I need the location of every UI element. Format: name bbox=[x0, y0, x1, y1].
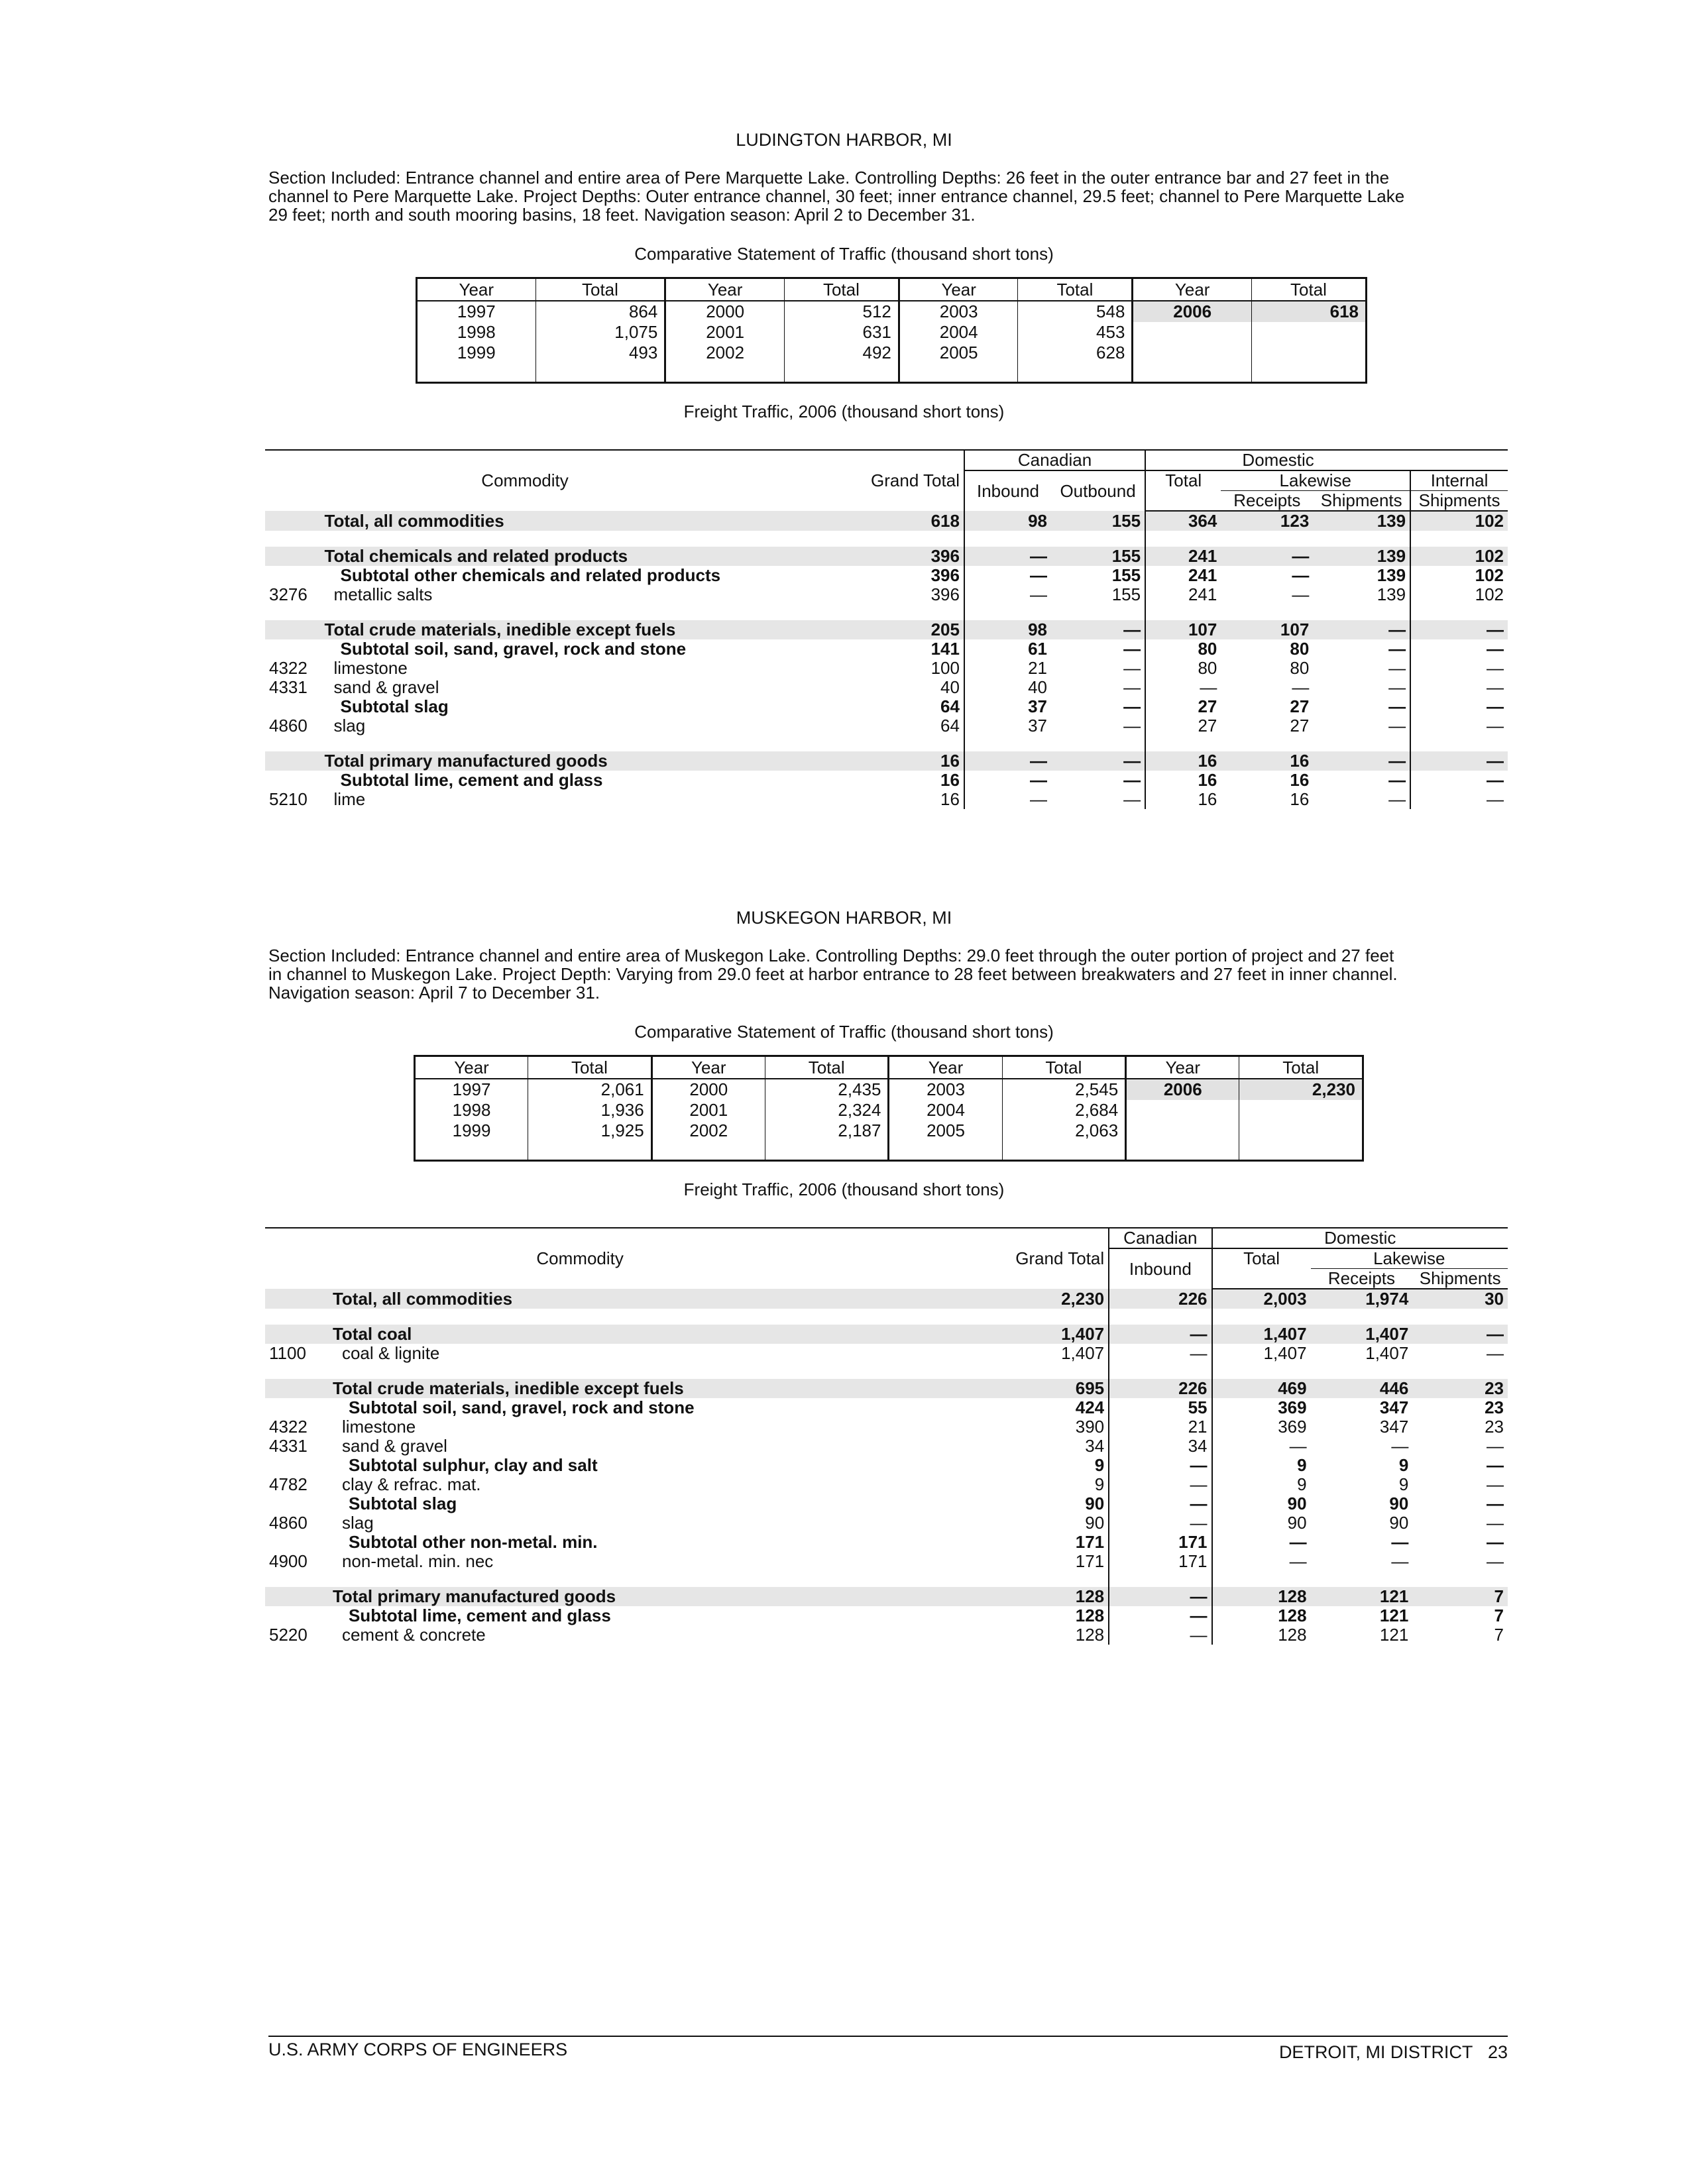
commodity-code: 4860 bbox=[269, 1513, 308, 1533]
value-cell: 424 bbox=[1075, 1397, 1105, 1417]
value-cell: 396 bbox=[930, 584, 960, 604]
table-row bbox=[265, 1417, 1508, 1437]
table-row bbox=[265, 678, 1508, 697]
value-cell: — bbox=[1410, 751, 1508, 771]
commodity-label: Subtotal slag bbox=[348, 1494, 457, 1513]
value-cell: 37 bbox=[964, 697, 1051, 716]
value-cell: 226 bbox=[1109, 1289, 1211, 1309]
value-cell: — bbox=[1051, 620, 1145, 639]
value-cell: 64 bbox=[940, 696, 960, 716]
commodity-label: Subtotal lime, cement and glass bbox=[340, 770, 603, 790]
value-cell: 1,407 bbox=[1212, 1325, 1311, 1344]
table-row bbox=[265, 1325, 1508, 1344]
value-cell: — bbox=[1388, 770, 1406, 790]
value-cell: 128 bbox=[1212, 1587, 1311, 1606]
value-cell: — bbox=[964, 790, 1051, 809]
value-cell: — bbox=[1487, 1532, 1504, 1552]
value-cell: 80 bbox=[1290, 658, 1310, 678]
value-cell: 155 bbox=[1051, 511, 1145, 531]
value-cell: 16 bbox=[1221, 751, 1313, 771]
value-cell: — bbox=[1212, 1437, 1311, 1456]
value-cell: — bbox=[1109, 1344, 1211, 1363]
commodity-label: sand & gravel bbox=[341, 1436, 447, 1456]
value-cell: 128 bbox=[1212, 1625, 1311, 1645]
commodity-code bbox=[265, 1325, 329, 1344]
value-cell: 347 bbox=[1379, 1417, 1409, 1437]
value-cell: 9 bbox=[1212, 1456, 1311, 1475]
value-cell: — bbox=[1123, 770, 1141, 790]
value-cell: 1,407 bbox=[1311, 1325, 1413, 1344]
spacer-row bbox=[265, 604, 1508, 620]
commodity-code bbox=[265, 1456, 329, 1475]
value-cell: 107 bbox=[1221, 620, 1313, 639]
commodity-label: Subtotal slag bbox=[340, 696, 449, 716]
table-row bbox=[265, 1379, 1508, 1398]
table-row bbox=[265, 751, 1508, 771]
value-cell: — bbox=[1487, 1494, 1504, 1513]
commodity-label: Total chemicals and related products bbox=[321, 547, 785, 566]
value-cell: 121 bbox=[1311, 1587, 1413, 1606]
value-cell: 369 bbox=[1212, 1417, 1311, 1437]
table-row bbox=[265, 1606, 1508, 1625]
value-cell: 34 bbox=[1109, 1437, 1211, 1456]
value-cell: — bbox=[1212, 1533, 1311, 1552]
value-cell: — bbox=[1410, 716, 1508, 736]
value-cell: 1,974 bbox=[1311, 1289, 1413, 1309]
table-row: 1999 1,925 2002 2,187 2005 2,063 bbox=[415, 1120, 1363, 1160]
table-row bbox=[265, 639, 1508, 659]
value-cell: 390 bbox=[1075, 1417, 1105, 1437]
value-cell: 1,407 bbox=[1365, 1343, 1409, 1363]
value-cell: 1,407 bbox=[1061, 1343, 1105, 1363]
commodity-code bbox=[265, 1606, 329, 1625]
commodity-label: limestone bbox=[341, 1417, 416, 1437]
table-row bbox=[265, 547, 1508, 566]
value-cell: 27 bbox=[1290, 716, 1310, 736]
commodity-label: coal & lignite bbox=[341, 1343, 440, 1363]
table-row bbox=[265, 1552, 1508, 1571]
value-cell: — bbox=[964, 547, 1051, 566]
commodity-label: Subtotal other non-metal. min. bbox=[348, 1532, 598, 1552]
value-cell: 123 bbox=[1221, 511, 1313, 531]
commodity-label: slag bbox=[341, 1513, 374, 1533]
muskegon-freight-table: Commodity Grand Total Canadian Domestic Inbound Total Lakewise Receipts Shipments Total, all commodities 2,230 226 2,003 1,974 30 Total coal 1,407 — 1,407 1,407 — 1100 coal & lignite 1,407 — 1,407 1,407 — Total crude materials, inedible except fuels 695 226 469 446 23 Subtotal soil, sand, gravel, rock and stone 424 55 369 347 23 4322 limestone 390 21 369 347 23 4331 sand & gravel 34 34 — — — Subtotal sulphur, clay and salt 9 — 9 9 — 4782 clay & refrac. mat. 9 — 9 9 — Subtotal slag 90 — 90 90 — 4860 slag 90 — 90 90 — Subtotal other non-metal. min. 171 171 — — — 4900 non-metal. min. nec 171 171 — — — Total primary manufactured goods 128 — 128 121 7 Subtotal lime, cement and glass 128 — 128 121 7 5220 cement & concrete 128 — 128 121 7 bbox=[265, 1227, 1508, 1645]
value-cell: — bbox=[1391, 1532, 1409, 1552]
muskegon-comp-caption: Comparative Statement of Traffic (thousand short tons) bbox=[634, 1022, 1054, 1042]
value-cell: — bbox=[964, 771, 1051, 790]
commodity-label: limestone bbox=[333, 658, 408, 678]
value-cell: 98 bbox=[964, 511, 1051, 531]
value-cell: 80 bbox=[1290, 639, 1310, 659]
value-cell: 16 bbox=[1290, 789, 1310, 809]
value-cell: 128 bbox=[1075, 1625, 1105, 1645]
value-cell: — bbox=[1388, 677, 1406, 697]
value-cell: — bbox=[1388, 658, 1406, 678]
commodity-label: Total crude materials, inedible except fuels bbox=[321, 620, 785, 639]
commodity-label: Total, all commodities bbox=[329, 1289, 895, 1309]
commodity-label: Total crude materials, inedible except fuels bbox=[329, 1379, 895, 1398]
commodity-code: 5220 bbox=[269, 1625, 308, 1645]
value-cell: 171 bbox=[1075, 1551, 1105, 1571]
value-cell: 27 bbox=[1145, 697, 1221, 716]
value-cell: 226 bbox=[1109, 1379, 1211, 1398]
commodity-code: 1100 bbox=[269, 1343, 306, 1363]
value-cell: — bbox=[1145, 678, 1221, 697]
commodity-code bbox=[265, 620, 321, 639]
value-cell: 61 bbox=[964, 639, 1051, 659]
table-row bbox=[265, 1289, 1508, 1309]
value-cell: 396 bbox=[930, 565, 960, 585]
table-row bbox=[265, 771, 1508, 790]
value-cell: — bbox=[1388, 789, 1406, 809]
value-cell: — bbox=[1221, 547, 1313, 566]
value-cell: — bbox=[964, 751, 1051, 771]
table-row bbox=[265, 716, 1508, 736]
value-cell: 618 bbox=[785, 511, 964, 531]
value-cell: — bbox=[1123, 716, 1141, 736]
value-cell: 102 bbox=[1410, 585, 1508, 604]
muskegon-freight-caption: Freight Traffic, 2006 (thousand short tons) bbox=[683, 1179, 1005, 1199]
value-cell: — bbox=[1109, 1475, 1211, 1494]
commodity-code bbox=[265, 1398, 329, 1417]
value-cell: 171 bbox=[1109, 1552, 1211, 1571]
value-cell: 695 bbox=[895, 1379, 1109, 1398]
value-cell: 128 bbox=[1075, 1606, 1105, 1625]
spacer-row bbox=[265, 1363, 1508, 1379]
value-cell: 7 bbox=[1494, 1606, 1504, 1625]
commodity-code: 4322 bbox=[269, 658, 308, 678]
value-cell: 90 bbox=[1212, 1513, 1311, 1533]
table-row bbox=[265, 1475, 1508, 1494]
commodity-code bbox=[265, 751, 321, 771]
commodity-label: metallic salts bbox=[333, 584, 433, 604]
table-row bbox=[265, 1437, 1508, 1456]
value-cell: 9 bbox=[1212, 1475, 1311, 1494]
commodity-code bbox=[265, 771, 321, 790]
value-cell: — bbox=[1109, 1325, 1211, 1344]
value-cell: 241 bbox=[1145, 585, 1221, 604]
ludington-comp-caption: Comparative Statement of Traffic (thousand short tons) bbox=[634, 244, 1054, 264]
value-cell: 34 bbox=[1085, 1436, 1105, 1456]
table-row: 1998 1,075 2001 631 2004 453 bbox=[417, 322, 1367, 343]
ludington-comparative-table: Year Total Year Total Year Total Year Total 1997 864 2000 512 2003 548 2006 618 1998 1,075 2001 631 2004 453 1999 493 2002 492 2005 628 bbox=[416, 277, 1367, 384]
value-cell: — bbox=[964, 585, 1051, 604]
commodity-label: Subtotal sulphur, clay and salt bbox=[348, 1455, 598, 1475]
table-row bbox=[265, 566, 1508, 585]
table-row: 1997 864 2000 512 2003 548 2006 618 bbox=[417, 301, 1367, 322]
value-cell: 23 bbox=[1412, 1379, 1508, 1398]
value-cell: — bbox=[1388, 716, 1406, 736]
value-cell: — bbox=[1487, 1551, 1504, 1571]
commodity-code bbox=[265, 639, 321, 659]
commodity-label: Subtotal lime, cement and glass bbox=[348, 1606, 611, 1625]
value-cell: 16 bbox=[1145, 751, 1221, 771]
value-cell: — bbox=[1388, 696, 1406, 716]
commodity-label: non-metal. min. nec bbox=[341, 1551, 494, 1571]
spacer-row bbox=[265, 1571, 1508, 1587]
value-cell: 205 bbox=[785, 620, 964, 639]
value-cell: — bbox=[1388, 639, 1406, 659]
value-cell: 90 bbox=[1085, 1513, 1105, 1533]
commodity-label: Total, all commodities bbox=[321, 511, 785, 531]
value-cell: 16 bbox=[940, 770, 960, 790]
value-cell: 446 bbox=[1311, 1379, 1413, 1398]
value-cell: 128 bbox=[1212, 1606, 1311, 1625]
value-cell: 241 bbox=[1145, 547, 1221, 566]
table-row bbox=[265, 697, 1508, 716]
value-cell: 9 bbox=[1094, 1474, 1105, 1494]
value-cell: 171 bbox=[1075, 1532, 1105, 1552]
commodity-label: Subtotal soil, sand, gravel, rock and stone bbox=[340, 639, 687, 659]
value-cell: 90 bbox=[1212, 1494, 1311, 1513]
ludington-freight-table: Commodity Grand Total Canadian Domestic Inbound Outbound Total Lakewise Internal Receipts Shipments Shipments Total, all commodities 618 98 155 364 123 139 102 Total chemicals and related products 396 — 155 241 — 139 102 Subtotal other chemicals and related products 396 — 155 241 — 139 102 3276 metallic salts 396 — 155 241 — 139 102 Total crude materials, inedible except fuels 205 98 — 107 107 — — Subtotal soil, sand, gravel, rock and stone 141 61 — 80 80 — — 4322 limestone 100 21 — 80 80 — — 4331 sand & gravel 40 40 — — — — — Subtotal slag 64 37 — 27 27 — — 4860 slag 64 37 — 27 27 — — Total primary manufactured goods 16 — — 16 16 — — Subtotal lime, cement and glass 16 — — 16 16 — — 5210 lime 16 — — 16 16 — — bbox=[265, 449, 1508, 809]
value-cell: 141 bbox=[930, 639, 960, 659]
value-cell: 23 bbox=[1485, 1417, 1504, 1437]
value-cell: — bbox=[1292, 565, 1310, 585]
commodity-label: cement & concrete bbox=[341, 1625, 486, 1645]
value-cell: — bbox=[1410, 639, 1508, 659]
value-cell: 40 bbox=[964, 678, 1051, 697]
commodity-code: 4322 bbox=[269, 1417, 308, 1437]
commodity-code bbox=[265, 1533, 329, 1552]
value-cell: — bbox=[1123, 789, 1141, 809]
commodity-label: Subtotal other chemicals and related products bbox=[340, 565, 721, 585]
value-cell: 139 bbox=[1377, 584, 1406, 604]
commodity-code bbox=[265, 1587, 329, 1606]
value-cell: 155 bbox=[1111, 584, 1141, 604]
value-cell: — bbox=[1410, 659, 1508, 678]
value-cell: 9 bbox=[1398, 1455, 1409, 1475]
value-cell: — bbox=[1292, 677, 1310, 697]
value-cell: 102 bbox=[1410, 566, 1508, 585]
table-row bbox=[265, 1344, 1508, 1363]
commodity-code: 4860 bbox=[269, 716, 308, 736]
commodity-label: Subtotal soil, sand, gravel, rock and stone bbox=[348, 1397, 695, 1417]
value-cell: — bbox=[1123, 696, 1141, 716]
value-cell: 364 bbox=[1145, 511, 1221, 531]
table-row: 1999 493 2002 492 2005 628 bbox=[417, 343, 1367, 382]
value-cell: — bbox=[1212, 1552, 1311, 1571]
value-cell: — bbox=[1410, 771, 1508, 790]
value-cell: 80 bbox=[1145, 659, 1221, 678]
table-row bbox=[265, 1533, 1508, 1552]
value-cell: — bbox=[1313, 751, 1410, 771]
value-cell: 7 bbox=[1412, 1587, 1508, 1606]
commodity-code: 4782 bbox=[269, 1474, 308, 1494]
muskegon-comparative-table: Year Total Year Total Year Total Year Total 1997 2,061 2000 2,435 2003 2,545 2006 2,230 1998 1,936 2001 2,324 2004 2,684 1999 1,925 2002 2,187 2005 2,063 bbox=[414, 1055, 1364, 1162]
value-cell: — bbox=[1410, 620, 1508, 639]
value-cell: — bbox=[1109, 1494, 1211, 1513]
ludington-freight-caption: Freight Traffic, 2006 (thousand short tons) bbox=[683, 402, 1005, 421]
commodity-code bbox=[265, 1379, 329, 1398]
value-cell: — bbox=[1391, 1436, 1409, 1456]
value-cell: 30 bbox=[1412, 1289, 1508, 1309]
commodity-code: 5210 bbox=[269, 789, 308, 809]
table-row bbox=[265, 1513, 1508, 1533]
table-row bbox=[265, 620, 1508, 639]
commodity-code bbox=[265, 566, 321, 585]
muskegon-title: MUSKEGON HARBOR, MI bbox=[736, 908, 952, 928]
ludington-title: LUDINGTON HARBOR, MI bbox=[736, 130, 952, 150]
value-cell: — bbox=[964, 566, 1051, 585]
table-row: 1998 1,936 2001 2,324 2004 2,684 bbox=[415, 1100, 1363, 1120]
commodity-code bbox=[265, 697, 321, 716]
value-cell: 121 bbox=[1379, 1606, 1409, 1625]
value-cell: 469 bbox=[1212, 1379, 1311, 1398]
value-cell: 16 bbox=[1290, 770, 1310, 790]
value-cell: 16 bbox=[785, 751, 964, 771]
footer-district: DETROIT, MI DISTRICT 23 bbox=[1278, 2042, 1508, 2062]
value-cell: — bbox=[1410, 697, 1508, 716]
table-row bbox=[265, 1494, 1508, 1513]
table-row bbox=[265, 511, 1508, 531]
footer-agency: U.S. ARMY CORPS OF ENGINEERS bbox=[268, 2040, 568, 2059]
value-cell: 139 bbox=[1313, 547, 1410, 566]
value-cell: 369 bbox=[1212, 1398, 1311, 1417]
table-row bbox=[265, 1625, 1508, 1645]
value-cell: — bbox=[1410, 790, 1508, 809]
value-cell: — bbox=[1487, 1343, 1504, 1363]
value-cell: 347 bbox=[1379, 1397, 1409, 1417]
commodity-code: 4331 bbox=[269, 1436, 308, 1456]
value-cell: — bbox=[1487, 1513, 1504, 1533]
value-cell: — bbox=[1391, 1551, 1409, 1571]
page-number: 23 bbox=[1487, 2042, 1508, 2062]
spacer-row bbox=[265, 1309, 1508, 1325]
value-cell: 121 bbox=[1379, 1625, 1409, 1645]
value-cell: 16 bbox=[1145, 790, 1221, 809]
commodity-code: 4331 bbox=[269, 677, 308, 697]
value-cell: 55 bbox=[1109, 1398, 1211, 1417]
value-cell: — bbox=[1109, 1456, 1211, 1475]
value-cell: 21 bbox=[964, 659, 1051, 678]
ludington-section-text: Section Included: Entrance channel and entire area of Pere Marquette Lake. Controlling Depths: 26 feet in the outer entrance bar and 27 feet in the channel to Pere Marquette Lake. Project Depths: Outer entrance channel, 30 feet; inner entrance channel, 29.5 feet; channel to Pere Marquette Lake 29 feet; north and south mooring basins, 18 feet. Navigation season: April 2 to December 31. bbox=[268, 168, 1405, 225]
value-cell: 139 bbox=[1377, 565, 1406, 585]
commodity-code bbox=[265, 511, 321, 531]
value-cell: 23 bbox=[1485, 1397, 1504, 1417]
table-row bbox=[265, 1456, 1508, 1475]
value-cell: 9 bbox=[1094, 1455, 1105, 1475]
value-cell: — bbox=[1123, 677, 1141, 697]
spacer-row bbox=[265, 531, 1508, 547]
value-cell: 396 bbox=[785, 547, 964, 566]
table-row: 1997 2,061 2000 2,435 2003 2,545 2006 2,230 bbox=[415, 1079, 1363, 1100]
value-cell: 107 bbox=[1145, 620, 1221, 639]
value-cell: — bbox=[1487, 1474, 1504, 1494]
value-cell: 102 bbox=[1410, 547, 1508, 566]
value-cell: — bbox=[1487, 1455, 1504, 1475]
value-cell: — bbox=[1410, 678, 1508, 697]
value-cell: 155 bbox=[1111, 565, 1141, 585]
value-cell: 80 bbox=[1145, 639, 1221, 659]
value-cell: — bbox=[1123, 639, 1141, 659]
value-cell: — bbox=[1412, 1325, 1508, 1344]
value-cell: 16 bbox=[1145, 771, 1221, 790]
value-cell: 171 bbox=[1109, 1533, 1211, 1552]
value-cell: 16 bbox=[940, 789, 960, 809]
spacer-row bbox=[265, 736, 1508, 751]
commodity-code bbox=[265, 1289, 329, 1309]
commodity-label: Total coal bbox=[329, 1325, 895, 1344]
commodity-code bbox=[265, 547, 321, 566]
value-cell: 90 bbox=[1389, 1494, 1409, 1513]
value-cell: — bbox=[1313, 620, 1410, 639]
table-row bbox=[265, 585, 1508, 604]
value-cell: 64 bbox=[940, 716, 960, 736]
commodity-label: slag bbox=[333, 716, 366, 736]
value-cell: 9 bbox=[1398, 1474, 1409, 1494]
value-cell: 2,003 bbox=[1212, 1289, 1311, 1309]
value-cell: 7 bbox=[1494, 1625, 1504, 1645]
footer-rule bbox=[268, 2036, 1508, 2037]
value-cell: — bbox=[1123, 658, 1141, 678]
value-cell: 2,230 bbox=[895, 1289, 1109, 1309]
value-cell: 155 bbox=[1051, 547, 1145, 566]
value-cell: 139 bbox=[1313, 511, 1410, 531]
value-cell: 21 bbox=[1109, 1417, 1211, 1437]
table-row bbox=[265, 790, 1508, 809]
value-cell: 128 bbox=[895, 1587, 1109, 1606]
value-cell: 1,407 bbox=[895, 1325, 1109, 1344]
table-row bbox=[265, 1587, 1508, 1606]
value-cell: 27 bbox=[1290, 696, 1310, 716]
commodity-code: 3276 bbox=[269, 584, 308, 604]
value-cell: — bbox=[1051, 751, 1145, 771]
value-cell: — bbox=[1487, 1436, 1504, 1456]
commodity-label: Total primary manufactured goods bbox=[321, 751, 785, 771]
commodity-code bbox=[265, 1494, 329, 1513]
value-cell: 90 bbox=[1389, 1513, 1409, 1533]
value-cell: — bbox=[1109, 1587, 1211, 1606]
table-row bbox=[265, 659, 1508, 678]
value-cell: — bbox=[1109, 1513, 1211, 1533]
value-cell: — bbox=[1292, 584, 1310, 604]
value-cell: — bbox=[1109, 1625, 1211, 1645]
commodity-label: clay & refrac. mat. bbox=[341, 1474, 481, 1494]
value-cell: 100 bbox=[930, 658, 960, 678]
muskegon-section-text: Section Included: Entrance channel and entire area of Muskegon Lake. Controlling Depths: 29.0 feet through the outer portion of project and 27 feet in channel to Muskegon Lake. Project Depth: Varying from 29.0 feet at harbor entrance to 28 feet between breakwaters and 27 feet in inner channel. Navigation season: April 7 to December 31. bbox=[268, 946, 1398, 1003]
commodity-label: sand & gravel bbox=[333, 677, 439, 697]
value-cell: 102 bbox=[1410, 511, 1508, 531]
table-row bbox=[265, 1398, 1508, 1417]
value-cell: 90 bbox=[1085, 1494, 1105, 1513]
value-cell: 27 bbox=[1145, 716, 1221, 736]
value-cell: 37 bbox=[964, 716, 1051, 736]
value-cell: 1,407 bbox=[1212, 1344, 1311, 1363]
commodity-label: Total primary manufactured goods bbox=[329, 1587, 895, 1606]
value-cell: 40 bbox=[940, 677, 960, 697]
value-cell: 241 bbox=[1145, 566, 1221, 585]
value-cell: 98 bbox=[964, 620, 1051, 639]
commodity-code: 4900 bbox=[269, 1551, 308, 1571]
value-cell: — bbox=[1109, 1606, 1211, 1625]
commodity-label: lime bbox=[333, 789, 366, 809]
